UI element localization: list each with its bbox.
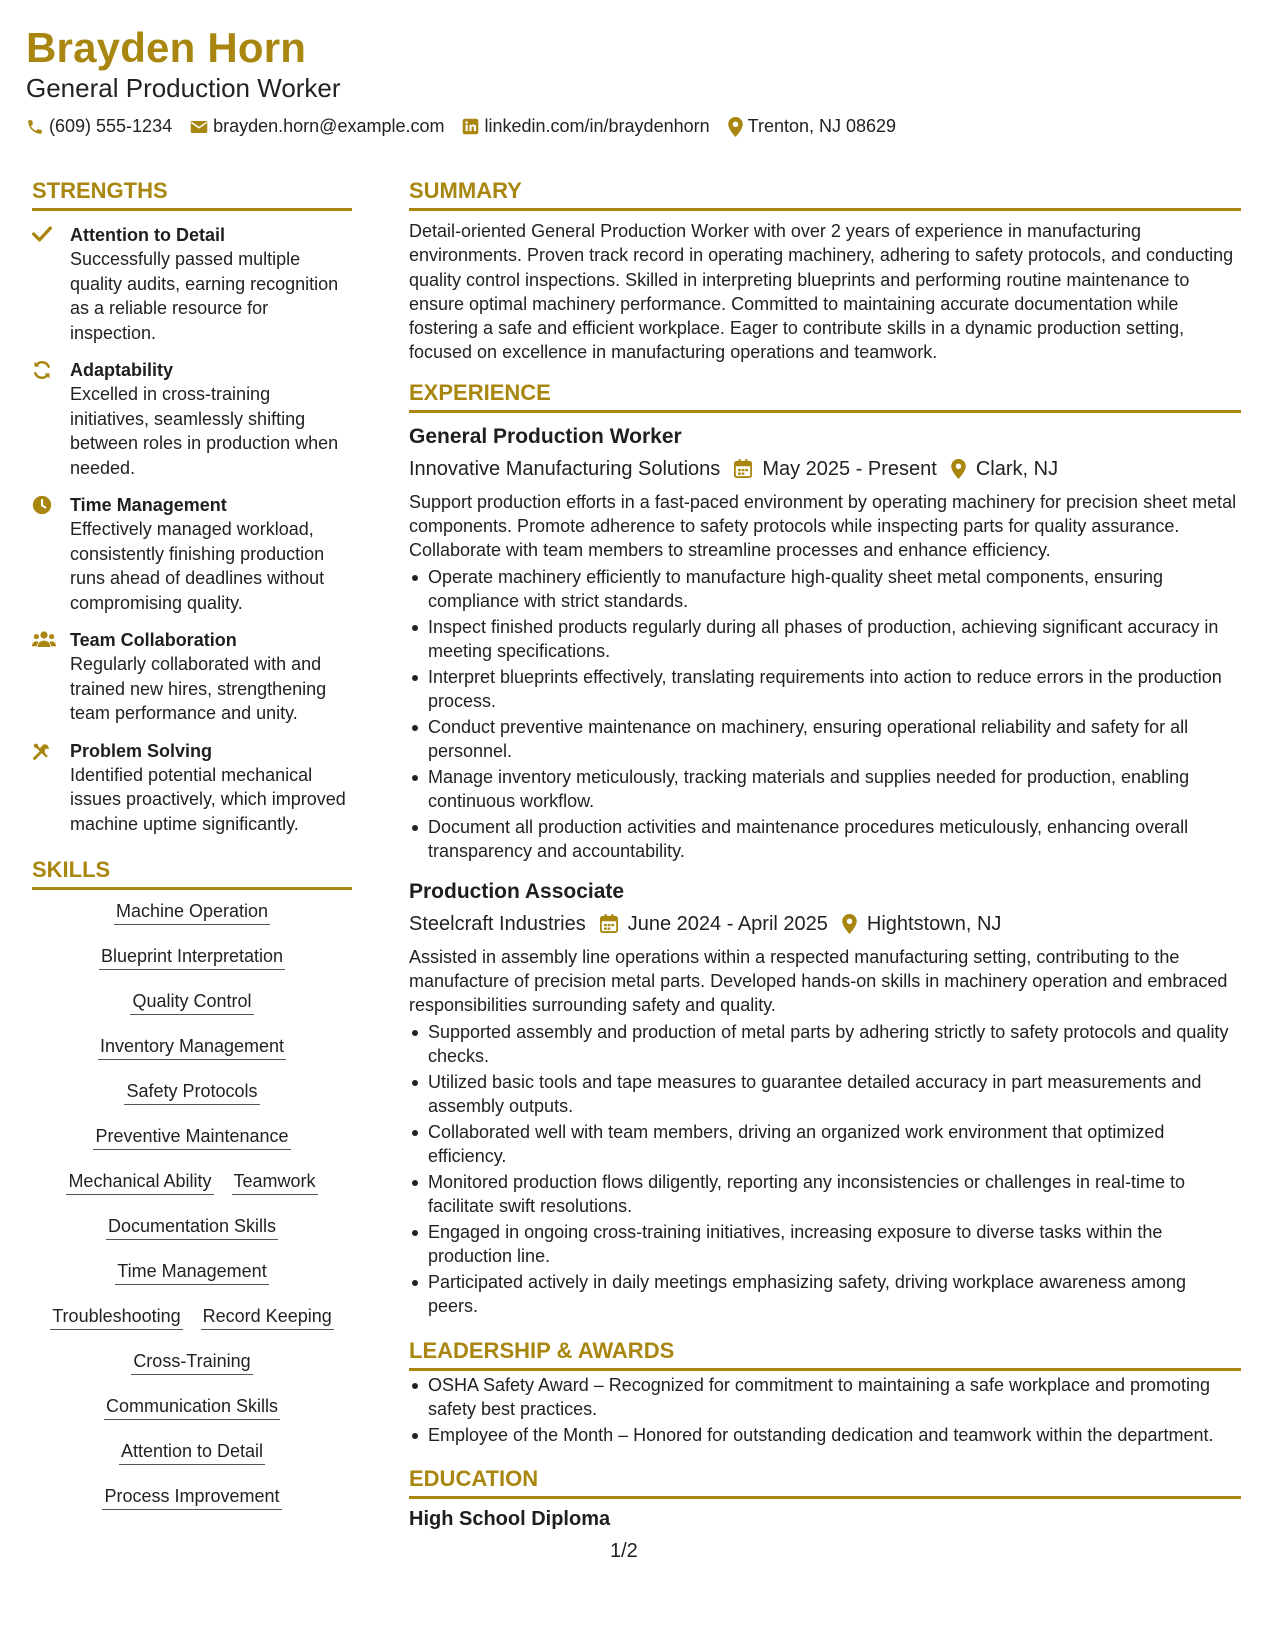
summary-heading: SUMMARY (409, 178, 522, 203)
job-bullet: Utilized basic tools and tape measures to guarantee detailed accuracy in part measurements and assembly outputs. (409, 1070, 1241, 1119)
section-divider (409, 410, 1241, 413)
summary-section (409, 177, 1241, 365)
strength-title: Problem Solving (70, 740, 213, 761)
email-text[interactable]: brayden.horn@example.com (213, 116, 445, 136)
skill-row (106, 1258, 277, 1303)
skill-row (97, 1213, 287, 1258)
skill-tag: Mechanical Ability (66, 1168, 213, 1195)
skills-heading: SKILLS (32, 857, 111, 882)
job-bullet: Operate machinery efficiently to manufacture high-quality sheet metal components, ensuring compliance with strict standards. (409, 565, 1241, 614)
experience-section (409, 379, 1241, 1319)
strength-desc: Excelled in cross-training initiatives, seamlessly shifting between roles in production when needed. (70, 384, 339, 478)
section-divider (409, 208, 1241, 211)
skill-tag: Inventory Management (98, 1033, 286, 1060)
job-bullet: Engaged in ongoing cross-training initiatives, increasing exposure to diverse tasks within the production line. (409, 1220, 1241, 1269)
skill-tag: Communication Skills (104, 1393, 280, 1420)
skill-row (122, 1348, 261, 1393)
strengths-heading: STRENGTHS (32, 178, 168, 203)
job-bullet: Interpret blueprints effectively, translating requirements into action to reduce errors in the production process. (409, 665, 1241, 714)
skill-row (90, 943, 294, 988)
skills-list (32, 898, 352, 1528)
skill-row (121, 988, 262, 1033)
skill-tag: Attention to Detail (119, 1438, 265, 1465)
job-description: Support production efforts in a fast-paced environment by operating machinery for precision sheet metal components. Promote adherence to safety protocols while inspecting parts for quality assurance. Collaborate with team members to streamline processes and enhance efficiency. (409, 491, 1237, 561)
job-bullet: Inspect finished products regularly during all phases of production, achieving significant accuracy in meeting specifications. (409, 615, 1241, 664)
section-divider (32, 208, 352, 211)
section-divider (32, 887, 352, 890)
job-location-text: Clark, NJ (975, 457, 1059, 480)
skill-tag: Blueprint Interpretation (99, 943, 285, 970)
skill-row (84, 1123, 299, 1168)
check-icon (32, 223, 70, 345)
refresh-icon (32, 358, 70, 480)
skill-row (105, 898, 279, 943)
job-location (951, 455, 1058, 483)
strength-body (70, 628, 352, 726)
skill-row (89, 1033, 295, 1078)
job-title: Production Associate (409, 879, 625, 903)
job-bullets (409, 1020, 1241, 1319)
strength-desc: Regularly collaborated with and trained new hires, strengthening team performance and unity. (70, 654, 327, 723)
strength-title: Adaptability (70, 360, 174, 380)
skill-tag: Time Management (115, 1258, 268, 1285)
job-bullet: Participated actively in daily meetings emphasizing safety, driving workplace awareness among peers. (409, 1270, 1241, 1319)
tools-icon (32, 739, 70, 837)
strength-item (32, 739, 352, 837)
award-item: Employee of the Month – Honored for outstanding dedication and teamwork within the department. (409, 1423, 1241, 1447)
strength-title: Team Collaboration (70, 630, 237, 650)
job-dates (600, 910, 828, 938)
email-icon (190, 119, 208, 135)
strength-title: Attention to Detail (70, 225, 225, 245)
linkedin-icon (462, 118, 479, 135)
strength-item (32, 358, 352, 480)
awards-list (409, 1373, 1241, 1447)
left-column (32, 177, 352, 1528)
candidate-title: General Production Worker (26, 73, 341, 103)
skill-tag: Documentation Skills (106, 1213, 278, 1240)
skill-row (110, 1438, 274, 1483)
strength-desc: Effectively managed workload, consistently finishing production runs ahead of deadlines without compromising quality. (70, 519, 325, 613)
job-description: Assisted in assembly line operations within a respected manufacturing setting, contributing to the manufacture of precision metal parts. Developed hands-on skills in machinery operation and embraced responsibilities surrounding safety and quality. (409, 946, 1228, 1016)
section-divider (409, 1496, 1241, 1499)
job-dates-text: June 2024 - April 2025 (627, 912, 828, 935)
job-bullet: Collaborated well with team members, driving an organized work environment that optimized efficiency. (409, 1120, 1241, 1169)
jobs-list (409, 423, 1241, 1319)
job-location-text: Hightstown, NJ (866, 912, 1002, 935)
job-bullet: Document all production activities and maintenance procedures meticulously, enhancing overall transparency and accountability. (409, 815, 1241, 864)
job-bullet: Conduct preventive maintenance on machinery, ensuring operational reliability and safety for all personnel. (409, 715, 1241, 764)
contact-location (728, 116, 896, 137)
job-entry (409, 423, 1241, 864)
right-column (409, 177, 1241, 1533)
phone-text: (609) 555-1234 (49, 116, 173, 136)
skill-tag: Preventive Maintenance (93, 1123, 290, 1150)
job-meta (409, 455, 1241, 483)
job-company: Innovative Manufacturing Solutions (409, 457, 721, 480)
strength-body (70, 358, 352, 480)
education-degree: High School Diploma (409, 1508, 611, 1531)
location-pin-icon (842, 914, 857, 934)
clock-icon (32, 493, 70, 615)
job-bullet: Manage inventory meticulously, tracking materials and supplies needed for production, enabling continuous workflow. (409, 765, 1241, 814)
job-entry (409, 878, 1241, 1319)
strength-desc: Successfully passed multiple quality audits, earning recognition as a reliable resource for inspection. (70, 249, 339, 343)
strength-body (70, 493, 352, 615)
skill-tag: Machine Operation (114, 898, 270, 925)
strengths-list (32, 223, 352, 836)
skill-tag: Safety Protocols (124, 1078, 259, 1105)
skill-tag: Record Keeping (201, 1303, 334, 1330)
contact-email[interactable] (190, 116, 444, 137)
job-title: General Production Worker (409, 424, 682, 448)
section-divider (409, 1368, 1241, 1371)
skill-tag: Cross-Training (131, 1348, 252, 1375)
experience-heading: EXPERIENCE (409, 379, 551, 405)
job-bullet: Supported assembly and production of metal parts by adhering strictly to safety protocols and quality checks. (409, 1020, 1241, 1069)
skill-tag: Process Improvement (102, 1483, 281, 1510)
award-item: OSHA Safety Award – Recognized for commitment to maintaining a safe workplace and promoting safety best practices. (409, 1373, 1241, 1422)
skill-row (57, 1168, 326, 1213)
resume-header (26, 24, 1256, 137)
awards-heading: LEADERSHIP & AWARDS (409, 1337, 675, 1363)
job-bullet: Monitored production flows diligently, reporting any inconsistencies or challenges in real-time to facilitate swift resolutions. (409, 1170, 1241, 1219)
job-company: Steelcraft Industries (409, 912, 586, 935)
summary-text: Detail-oriented General Production Worker with over 2 years of experience in manufacturing environments. Proven track record in operating machinery, adhering to safety protocols, and conducting quality control inspections. Skilled in interpreting blueprints and performing routine maintenance to ensure optimal machinery performance. Committed to maintaining accurate documentation while fostering a safe and efficient workplace. Eager to contribute skills in a dynamic production setting, focused on excellence in manufacturing operations and teamwork. (409, 221, 1234, 363)
awards-section (409, 1337, 1241, 1447)
skill-row (95, 1393, 289, 1438)
strength-item (32, 493, 352, 615)
strength-title: Time Management (70, 495, 227, 515)
skill-row (93, 1483, 290, 1528)
job-meta (409, 910, 1241, 938)
location-text: Trenton, NJ 08629 (747, 116, 897, 136)
strength-body (70, 223, 352, 345)
contact-bar (26, 116, 1256, 137)
education-section (409, 1465, 1241, 1533)
job-bullets (409, 565, 1241, 864)
skill-tag: Teamwork (232, 1168, 318, 1195)
job-dates (734, 455, 937, 483)
calendar-icon (600, 914, 618, 933)
job-dates-text: May 2025 - Present (762, 457, 937, 480)
calendar-icon (734, 459, 752, 478)
strength-desc: Identified potential mechanical issues proactively, which improved machine uptime significantly. (70, 764, 346, 834)
strengths-section (32, 177, 352, 836)
phone-icon (26, 118, 44, 136)
strength-body (70, 739, 352, 837)
skill-tag: Troubleshooting (50, 1303, 182, 1330)
page-number: 1/2 (610, 1540, 638, 1562)
skill-row (115, 1078, 268, 1123)
contact-linkedin[interactable] (462, 116, 709, 137)
education-heading: EDUCATION (409, 1466, 539, 1492)
strength-item (32, 223, 352, 345)
candidate-name: Brayden Horn (26, 24, 307, 71)
location-pin-icon (951, 459, 966, 479)
users-icon (32, 628, 70, 726)
linkedin-text[interactable]: linkedin.com/in/braydenhorn (484, 116, 710, 136)
skill-row (41, 1303, 343, 1348)
strength-item (32, 628, 352, 726)
location-pin-icon (728, 117, 743, 137)
job-location (842, 910, 1002, 938)
skill-tag: Quality Control (130, 988, 253, 1015)
skills-section (32, 856, 352, 1528)
contact-phone (26, 116, 172, 137)
